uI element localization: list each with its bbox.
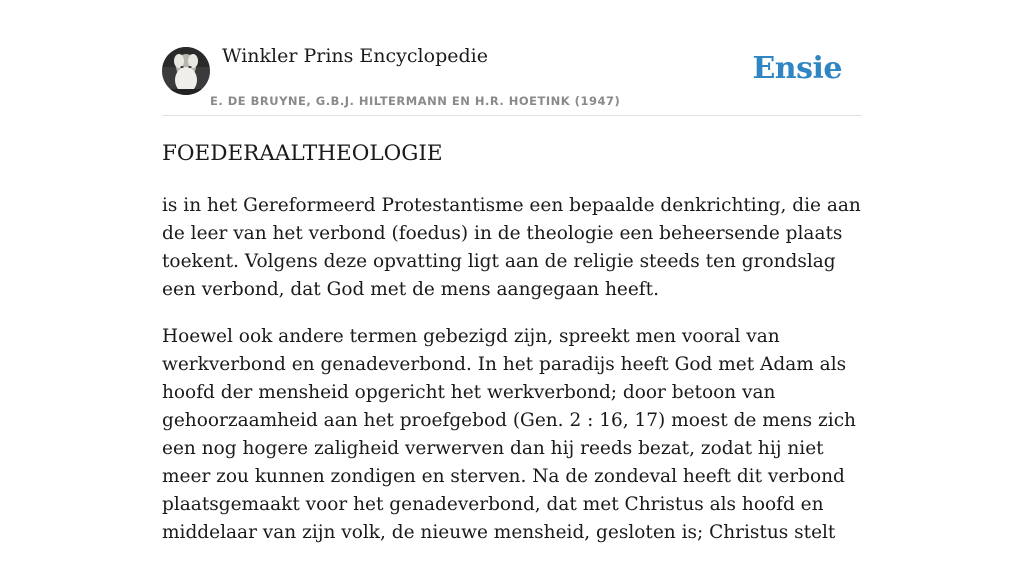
- paragraph: is in het Gereformeerd Protestantisme een bepaalde denkrichting, die aan de leer van het verbond (foedus) in de theologie een beheersende plaats toekent. Volgens deze opvatting ligt aan de religie steeds ten grondslag een verbond, dat God met de mens aangegaan heeft.: [162, 195, 861, 300]
- author-credits: E. DE BRUYNE, G.B.J. HILTERMANN EN H.R. HOETINK (1947): [210, 94, 621, 108]
- ensie-logo[interactable]: Ensie: [752, 51, 842, 86]
- site-title[interactable]: Winkler Prins Encyclopedie: [222, 45, 488, 67]
- paragraph: Hoewel ook andere termen gebezigd zijn, spreekt men vooral van werkverbond en genadeverbond. In het paradijs heeft God met Adam als hoofd der mensheid opgericht het werkverbond; door betoon van gehoorzaamheid aan het proefgebod (Gen. 2 : 16, 17) moest de mens zich een nog hogere zaligheid verwerven dan hij reeds bezat, zodat hij niet meer zou kunnen zondigen en sterven. Na de zondeval heeft dit verbond plaatsgemaakt voor het genadeverbond, dat met Christus als hoofd en middelaar van zijn volk, de nieuwe mensheid, gesloten is; Christus stelt: [162, 326, 856, 543]
- article-body: [162, 192, 862, 566]
- article-title: FOEDERAALTHEOLOGIE: [162, 141, 443, 166]
- portrait-image: [162, 47, 210, 95]
- header-divider: [162, 115, 862, 116]
- author-avatar[interactable]: [162, 47, 210, 95]
